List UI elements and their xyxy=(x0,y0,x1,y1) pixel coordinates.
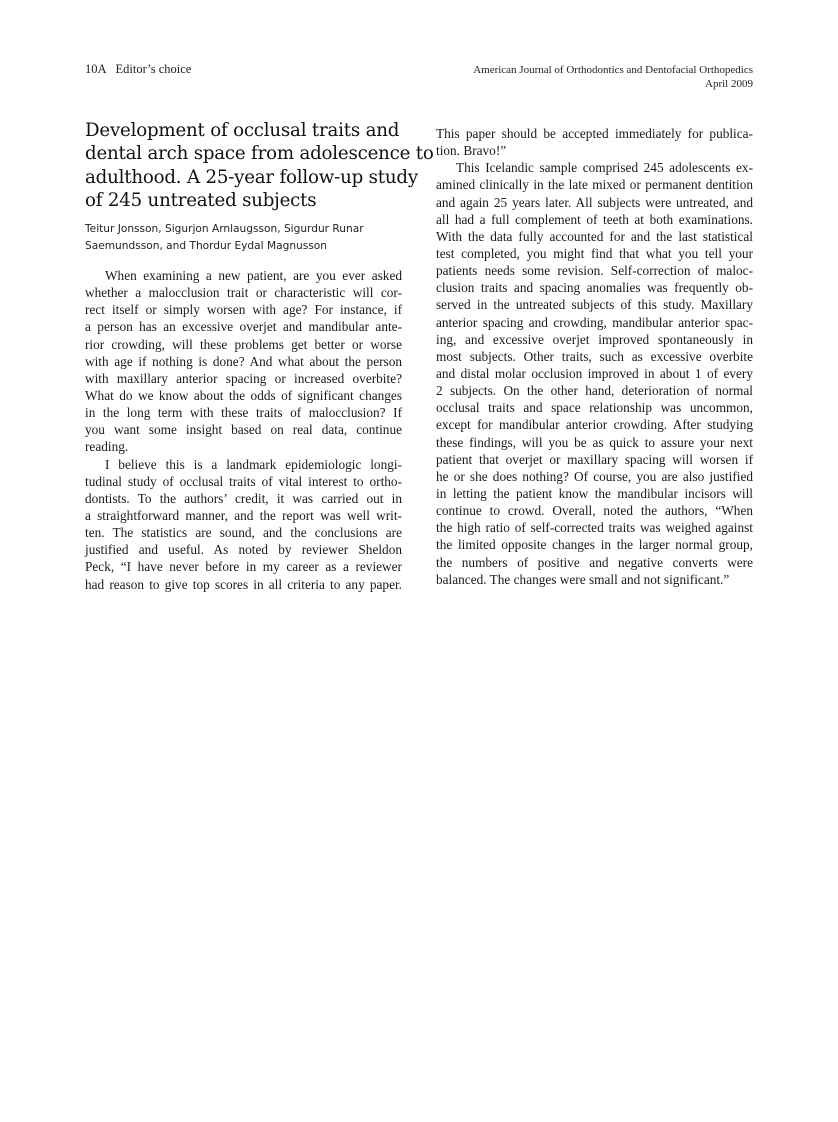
authors-line: Teitur Jonsson, Sigurjon Arnlaugsson, Sigurdur Runar xyxy=(85,223,364,235)
text-line: and distal molar occlusion improved in about 1 of every xyxy=(436,365,753,381)
text-line: I believe this is a landmark epidemiologic longi- xyxy=(105,456,402,472)
text-line: What do we know about the odds of significant changes xyxy=(85,387,402,403)
text-line: dontists. To the authors’ credit, it was carried out in xyxy=(85,490,402,506)
text-line: the limited opposite changes in the larger normal group, xyxy=(436,537,753,553)
text-line: with maxillary anterior spacing or increased overbite? xyxy=(85,370,402,386)
text-line: patients needs some revision. Self-correction of maloc- xyxy=(436,263,753,279)
section-label: Editor’s choice xyxy=(115,62,192,76)
text-line: 2 subjects. On the other hand, deterioration of normal xyxy=(436,383,753,399)
text-line: clusion traits and spacing anomalies was frequently ob- xyxy=(436,280,753,296)
text-line: ten. The statistics are sound, and the conclusions are xyxy=(85,525,402,541)
issue-date: April 2009 xyxy=(705,78,753,90)
text-line: occlusal traits and space relationship was uncommon, xyxy=(436,400,753,416)
text-line: balanced. The changes were small and not significant.” xyxy=(436,571,730,587)
text-line: justified and useful. As noted by reviewer Sheldon xyxy=(85,542,402,558)
title-line: of 245 untreated subjects xyxy=(85,189,317,211)
text-line: anterior spacing and crowding, mandibular anterior spac- xyxy=(436,314,753,330)
text-line: continue to crowd. Overall, noted the authors, “When xyxy=(436,503,753,519)
page-number: 10A xyxy=(85,62,107,76)
text-line: a person has an excessive overjet and mandibular ante- xyxy=(85,319,402,335)
article-title xyxy=(85,119,434,212)
text-line: the numbers of positive and negative converts were xyxy=(436,554,753,570)
text-line: With the data fully accounted for and the last statistical xyxy=(436,228,753,244)
text-line: This paper should be accepted immediately for publica- xyxy=(436,126,753,141)
text-line: these findings, will you be as quick to assure your next xyxy=(436,434,753,450)
text-line: reading. xyxy=(85,439,129,455)
text-line: test completed, you might find that what you tell your xyxy=(436,245,753,261)
running-header-left xyxy=(85,62,191,77)
text-line: whether a malocclusion trait or characteristic will cor- xyxy=(85,285,402,301)
text-line: had reason to give top scores in all criteria to any paper. xyxy=(85,576,402,592)
text-line: and again 25 years later. All subjects were untreated, and xyxy=(436,194,753,210)
text-line: except for mandibular anterior crowding. After studying xyxy=(436,417,753,433)
text-line: he or she does nothing? Of course, you are also justified xyxy=(436,468,753,484)
text-line: served in the untreated subjects of this study. Maxillary xyxy=(436,297,753,313)
article-authors xyxy=(85,221,405,254)
text-line: the high ratio of self-corrected traits was weighed against xyxy=(436,520,753,536)
text-line: you want some insight based on real data, continue xyxy=(85,422,402,438)
text-line: Peck, “I have never before in my career as a reviewer xyxy=(85,559,402,575)
text-line: When examining a new patient, are you ever asked xyxy=(105,268,402,283)
title-line: adulthood. A 25-year follow-up study xyxy=(85,166,418,188)
text-line: amined clinically in the late mixed or permanent dentition xyxy=(436,177,753,193)
text-line: a straightforward manner, and the report was well writ- xyxy=(85,507,402,523)
text-line: patient that overjet or maxillary spacing will worsen if xyxy=(436,451,753,467)
text-line: ing, and excessive overjet improved spontaneously in xyxy=(436,331,753,347)
text-line: tion. Bravo!” xyxy=(436,143,507,159)
right-column-text xyxy=(436,125,753,588)
text-line: tudinal study of occlusal traits of vital interest to ortho- xyxy=(85,473,402,489)
authors-line: Saemundsson, and Thordur Eydal Magnusson xyxy=(85,239,327,252)
text-line: most subjects. Other traits, such as excessive overbite xyxy=(436,348,753,364)
text-line: This Icelandic sample comprised 245 adolescents ex- xyxy=(456,160,753,176)
title-line: dental arch space from adolescence to xyxy=(85,143,434,165)
text-line: with age if nothing is done? And what about the person xyxy=(85,353,402,369)
running-header-right xyxy=(473,63,753,91)
text-line: all had a full complement of teeth at both examinations. xyxy=(436,211,753,227)
text-line: rect itself or simply worsen with age? For instance, if xyxy=(85,302,402,318)
text-line: in the long term with these traits of malocclusion? If xyxy=(85,405,402,421)
left-column-text xyxy=(85,267,402,593)
text-line: in letting the patient know the mandibular incisors will xyxy=(436,485,753,501)
title-line: Development of occlusal traits and xyxy=(85,120,400,141)
journal-name: American Journal of Orthodontics and Dentofacial Orthopedics xyxy=(473,64,753,76)
text-line: rior crowding, will these problems get better or worse xyxy=(85,336,402,352)
